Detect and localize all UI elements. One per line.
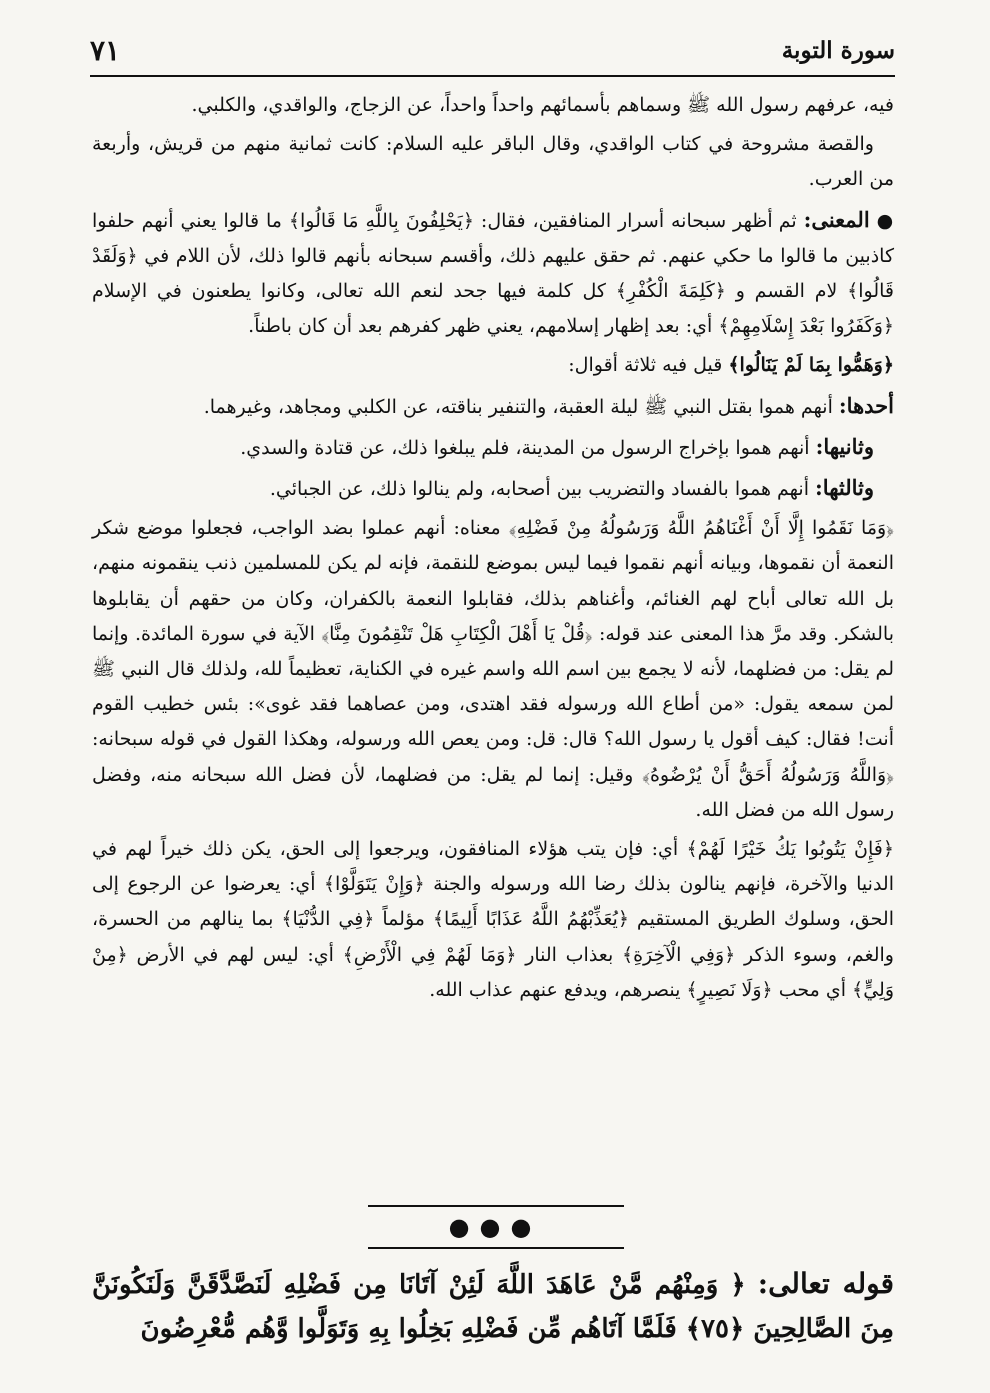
saying-1 <box>92 388 894 425</box>
paragraph-naqamu: ﴿وَمَا نَقَمُوا إِلَّا أَنْ أَغْنَاهُمُ اللَّهُ وَرَسُولُهُ مِنْ فَضْلِهِ﴾ معناه: أنهم عملوا بضد الواجب، فجعلوا موضع شكر النعمة أن نقموها، وبيانه أنهم نقموا فيما ليس بموضع للنقمة، فإنه لم يكن للمسلمين ذنب ينقمونه منهم، بل الله تعالى أباح لهم الغنائم، وأغناهم بذلك، فقابلوا النعمة بالكفران، وكان من حقهم أن يقابلوها بالشكر. وقد مرَّ هذا المعنى عند قوله: ﴿قُلْ يَا أَهْلَ الْكِتَابِ هَلْ تَنْقِمُونَ مِنَّا﴾ الآية في سورة المائدة. وإنما لم يقل: من فضلهما، لأنه لا يجمع بين اسم الله واسم غيره في الكناية، تعظيماً لله، ولذلك قال النبي ﷺ لمن سمعه يقول: «من أطاع الله ورسوله فقد اهتدى، ومن عصاهما فقد غوى»: بئس خطيب القوم أنت! فقال: كيف أقول يا رسول الله؟ قال: قل: ومن يعص الله ورسوله، وهكذا القول في قوله سبحانه: ﴿وَاللَّهُ وَرَسُولُهُ أَحَقُّ أَنْ يُرْضُوهُ﴾ وقيل: إنما لم يقل: من فضلهما، لأن فضل الله سبحانه منه، وفضل رسول الله من فضل الله. <box>92 517 894 821</box>
paragraph-hammu <box>92 348 894 383</box>
paragraph-yatubu: ﴿فَإِنْ يَتُوبُوا يَكُ خَيْرًا لَهُمْ﴾ أي: فإن يتب هؤلاء المنافقون، ويرجعوا إلى الحق، يكن ذلك خيراً لهم في الدنيا والآخرة، فإنهم ينالون بذلك رضا الله ورسوله والجنة ﴿وَإِنْ يَتَوَلَّوْا﴾ أي: يعرضوا عن الرجوع إلى الحق، وسلوك الطريق المستقيم ﴿يُعَذِّبْهُمُ اللَّهُ عَذَابًا أَلِيمًا﴾ مؤلماً ﴿فِي الدُّنْيَا﴾ بما ينالهم من الحسرة، والغم، وسوء الذكر ﴿وَفِي الْآخِرَةِ﴾ بعذاب النار ﴿وَمَا لَهُمْ فِي الْأَرْضِ﴾ أي: ليس لهم في الأرض ﴿مِنْ وَلِيٍّ﴾ أي محب ﴿وَلَا نَصِيرٍ﴾ ينصرهم، ويدفع عنهم عذاب الله. <box>92 838 894 1001</box>
next-verse <box>92 1262 894 1351</box>
saying-label: أحدها: <box>838 392 894 418</box>
bullet-icon: ● <box>876 209 894 232</box>
saying-label: وثالثها: <box>815 475 874 501</box>
maana-label: المعنى: <box>803 206 870 232</box>
hammu-text: قيل فيه ثلاثة أقوال: <box>568 354 723 377</box>
separator-rule-bottom <box>368 1247 624 1249</box>
paragraph-story: والقصة مشروحة في كتاب الواقدي، وقال الباقر عليه السلام: كانت ثمانية منهم من قريش، وأربعة من العرب. <box>92 133 894 191</box>
saying-text: أنهم هموا بإخراج الرسول من المدينة، فلم يبلغوا ذلك، عن قتادة والسدي. <box>240 436 810 459</box>
verse-quote: ﴿وَهَمُّوا بِمَا لَمْ يَنَالُوا﴾ <box>728 354 894 377</box>
paragraph-maana <box>92 202 894 345</box>
verse-text: ﴿ وَمِنْهُم مَّنْ عَاهَدَ اللَّهَ لَئِنْ آتَانَا مِن فَضْلِهِ لَنَصَّدَّقَنَّ وَلَنَكُونَنَّ مِنَ الصَّالِحِينَ ﴿٧٥﴾ فَلَمَّا آتَاهُم مِّن فَضْلِهِ بَخِلُوا بِهِ وَتَوَلَّوا وَّهُم مُّعْرِضُونَ <box>92 1270 894 1344</box>
maana-text: ثم أظهر سبحانه أسرار المنافقين، فقال: ﴿يَحْلِفُونَ بِاللَّهِ مَا قَالُوا﴾ ما قالوا يعني أنهم حلفوا كاذبين ما قالوا ما حكي عنهم. ثم حقق عليهم ذلك، وأقسم سبحانه بأنهم قالوا ذلك، لأن اللام في ﴿وَلَقَدْ قَالُوا﴾ لام القسم و ﴿كَلِمَةَ الْكُفْرِ﴾ كل كلمة فيها جحد لنعم الله تعالى، وكانوا يطعنون في الإسلام ﴿وَكَفَرُوا بَعْدَ إِسْلَامِهِمْ﴾ أي: بعد إظهار إسلامهم، يعني ظهر كفرهم بعد أن كان باطناً. <box>92 209 894 338</box>
saying-label: وثانيها: <box>815 433 874 459</box>
paragraph-intro: فيه، عرفهم رسول الله ﷺ وسماهم بأسمائهم واحداً واحداً، عن الزجاج، والواقدي، والكلبي. <box>191 94 894 116</box>
page-number: ٧١ <box>90 33 121 67</box>
saying-text: أنهم هموا بقتل النبي ﷺ ليلة العقبة، والتنفير بناقته، عن الكلبي ومجاهد، وغيرهما. <box>203 395 833 418</box>
commentary-body <box>92 88 894 1012</box>
saying-text: أنهم هموا بالفساد والتضريب بين أصحابه، ولم ينالوا ذلك، عن الجبائي. <box>269 478 809 501</box>
separator-dots: ●●● <box>448 1213 542 1241</box>
page-header <box>90 30 895 70</box>
surah-title: سورة التوبة <box>781 36 895 64</box>
saying-2 <box>92 429 894 466</box>
separator-rule-top <box>368 1205 624 1207</box>
saying-3 <box>92 470 894 507</box>
verse-label: قوله تعالى: <box>757 1267 894 1300</box>
header-rule <box>90 75 895 77</box>
